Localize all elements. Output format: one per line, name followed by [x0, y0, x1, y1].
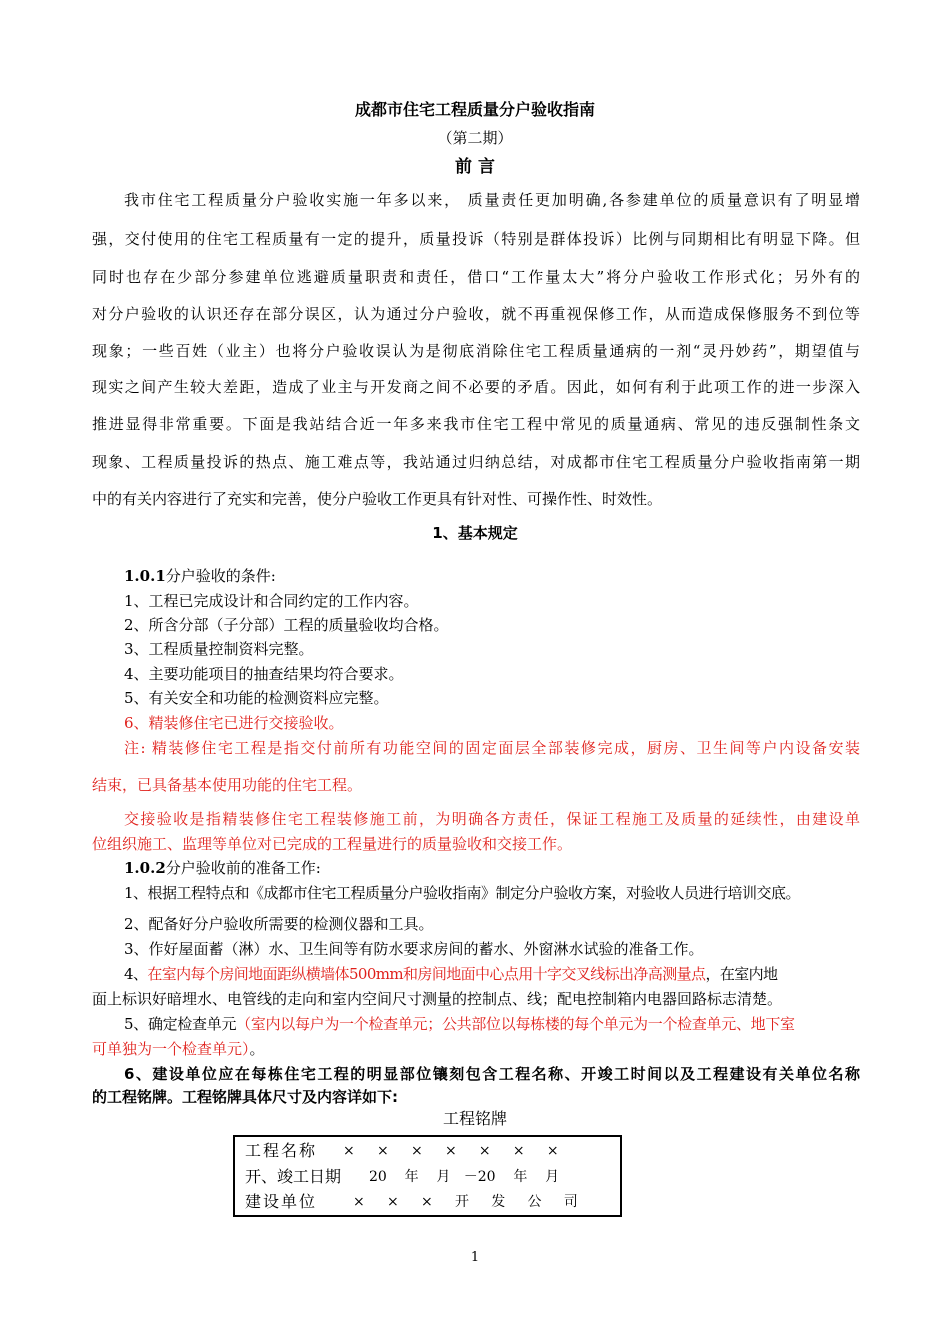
list-item-continued: 面上标识好暗埋水、电管线的走向和室内空间尺寸测量的控制点、线；配电控制箱内电器回路标志清楚。 [92, 990, 783, 1008]
preface-line: 现象；一些百姓（业主）也将分户验收误认为是彻底消除住宅工程质量通病的一剂“灵丹妙药”，期望值与 [92, 342, 860, 360]
handover-text: 位组织施工、监理等单位对已完成的工程量进行的质量验收和交接工作。 [92, 835, 573, 853]
document-title: 成都市住宅工程质量分户验收指南 [354, 100, 595, 119]
clause-number: 1.0.2 [124, 859, 166, 877]
preface-line: 对分户验收的认识还存在部分误区，认为通过分户验收，就不再重视保修工作，从而造成保修服务不到位等 [92, 305, 860, 323]
item-text: 。 [249, 1040, 265, 1058]
list-item: 1、工程已完成设计和合同约定的工作内容。 [124, 592, 419, 610]
preface-line: 中的有关内容进行了充实和完善，使分户验收工作更具有针对性、可操作性、时效性。 [92, 490, 663, 508]
engineering-plaque [233, 1135, 622, 1217]
plaque-value: 20 年 月 －20 年 月 [369, 1169, 560, 1185]
item-text: 5、确定检查单元 [124, 1015, 237, 1033]
list-item [124, 1013, 795, 1035]
list-item: 3、工程质量控制资料完整。 [124, 640, 314, 658]
note-text: 结束，已具备基本使用功能的住宅工程。 [92, 776, 363, 794]
clause-number: 1.0.1 [124, 567, 166, 585]
plaque-caption: 工程铭牌 [442, 1109, 507, 1128]
preface-line: 推进显得非常重要。下面是我站结合近一年多来我市住宅工程中常见的质量通病、常见的违反强制性条文 [92, 415, 860, 433]
page-number: 1 [470, 1250, 480, 1265]
preface-line: 现象、工程质量投诉的热点、施工难点等，我站通过归纳总结，对成都市住宅工程质量分户验收指南第一期 [92, 453, 860, 471]
list-item [124, 963, 777, 985]
plaque-label: 建设单位 [245, 1192, 318, 1211]
item-text: ，在室内地 [705, 965, 778, 983]
preface-line: 我市住宅工程质量分户验收实施一年多以来， 质量责任更加明确,各参建单位的质量意识有了明显增 [124, 191, 860, 209]
handover-text: 交接验收是指精装修住宅工程装修施工前，为明确各方责任，保证工程施工及质量的延续性，由建设单 [124, 810, 860, 828]
section-heading: 1、基本规定 [432, 524, 518, 542]
clause-text: 分户验收的条件: [165, 567, 276, 585]
bold-clause: 的工程铭牌。工程铭牌具体尺寸及内容详如下: [92, 1088, 399, 1106]
item-number: 4、 [124, 965, 148, 983]
plaque-value: × × × × × × × [343, 1143, 559, 1159]
list-item: 2、所含分部（子分部）工程的质量验收均合格。 [124, 616, 449, 634]
preface-line: 现实之间产生较大差距，造成了业主与开发商之间不必要的矛盾。因此，如何有利于此项工作的进一步深入 [92, 378, 860, 396]
preface-line: 强，交付使用的住宅工程质量有一定的提升，质量投诉（特别是群体投诉）比例与同期相比有明显下降。但 [92, 230, 860, 248]
list-item: 3、作好屋面蓄（淋）水、卫生间等有防水要求房间的蓄水、外窗淋水试验的准备工作。 [124, 940, 704, 958]
preface-heading: 前 言 [455, 157, 495, 177]
preface-line: 同时也存在少部分参建单位逃避质量职责和责任，借口“工作量太大”将分户验收工作形式化；另外有的 [92, 268, 860, 286]
document-subtitle: （第二期） [437, 129, 513, 147]
highlight-text: （室内以每户为一个检查单元；公共部位以每栋楼的每个单元为一个检查单元、地下室 [236, 1015, 795, 1033]
highlight-text: 在室内每个房间地面距纵横墙体500mm和房间地面中心点用十字交叉线标出净高测量点 [147, 965, 706, 983]
plaque-value: × × × 开 发 公 司 [353, 1194, 578, 1210]
list-item: 5、有关安全和功能的检测资料应完整。 [124, 689, 389, 707]
plaque-label: 开、竣工日期 [245, 1167, 342, 1186]
highlight-text: 可单独为一个检查单元） [92, 1040, 250, 1058]
list-item: 2、配备好分户验收所需要的检测仪器和工具。 [124, 915, 434, 933]
clause-text: 分户验收前的准备工作: [165, 859, 321, 877]
list-item: 1、根据工程特点和《成都市住宅工程质量分户验收指南》制定分户验收方案，对验收人员进行培训交底。 [124, 884, 801, 902]
note-text: 注: 精装修住宅工程是指交付前所有功能空间的固定面层全部装修完成，厨房、卫生间等户内设备安装 [124, 739, 860, 757]
plaque-label: 工程名称 [245, 1141, 318, 1160]
clause-1-0-2 [124, 857, 321, 879]
bold-clause: 6、建设单位应在每栋住宅工程的明显部位镶刻包含工程名称、开竣工时间以及工程建设有关单位名称 [124, 1065, 860, 1083]
clause-1-0-1 [124, 565, 276, 587]
list-item-continued [92, 1038, 265, 1060]
list-item-highlight: 6、精装修住宅已进行交接验收。 [124, 714, 344, 732]
list-item: 4、主要功能项目的抽查结果均符合要求。 [124, 665, 404, 683]
